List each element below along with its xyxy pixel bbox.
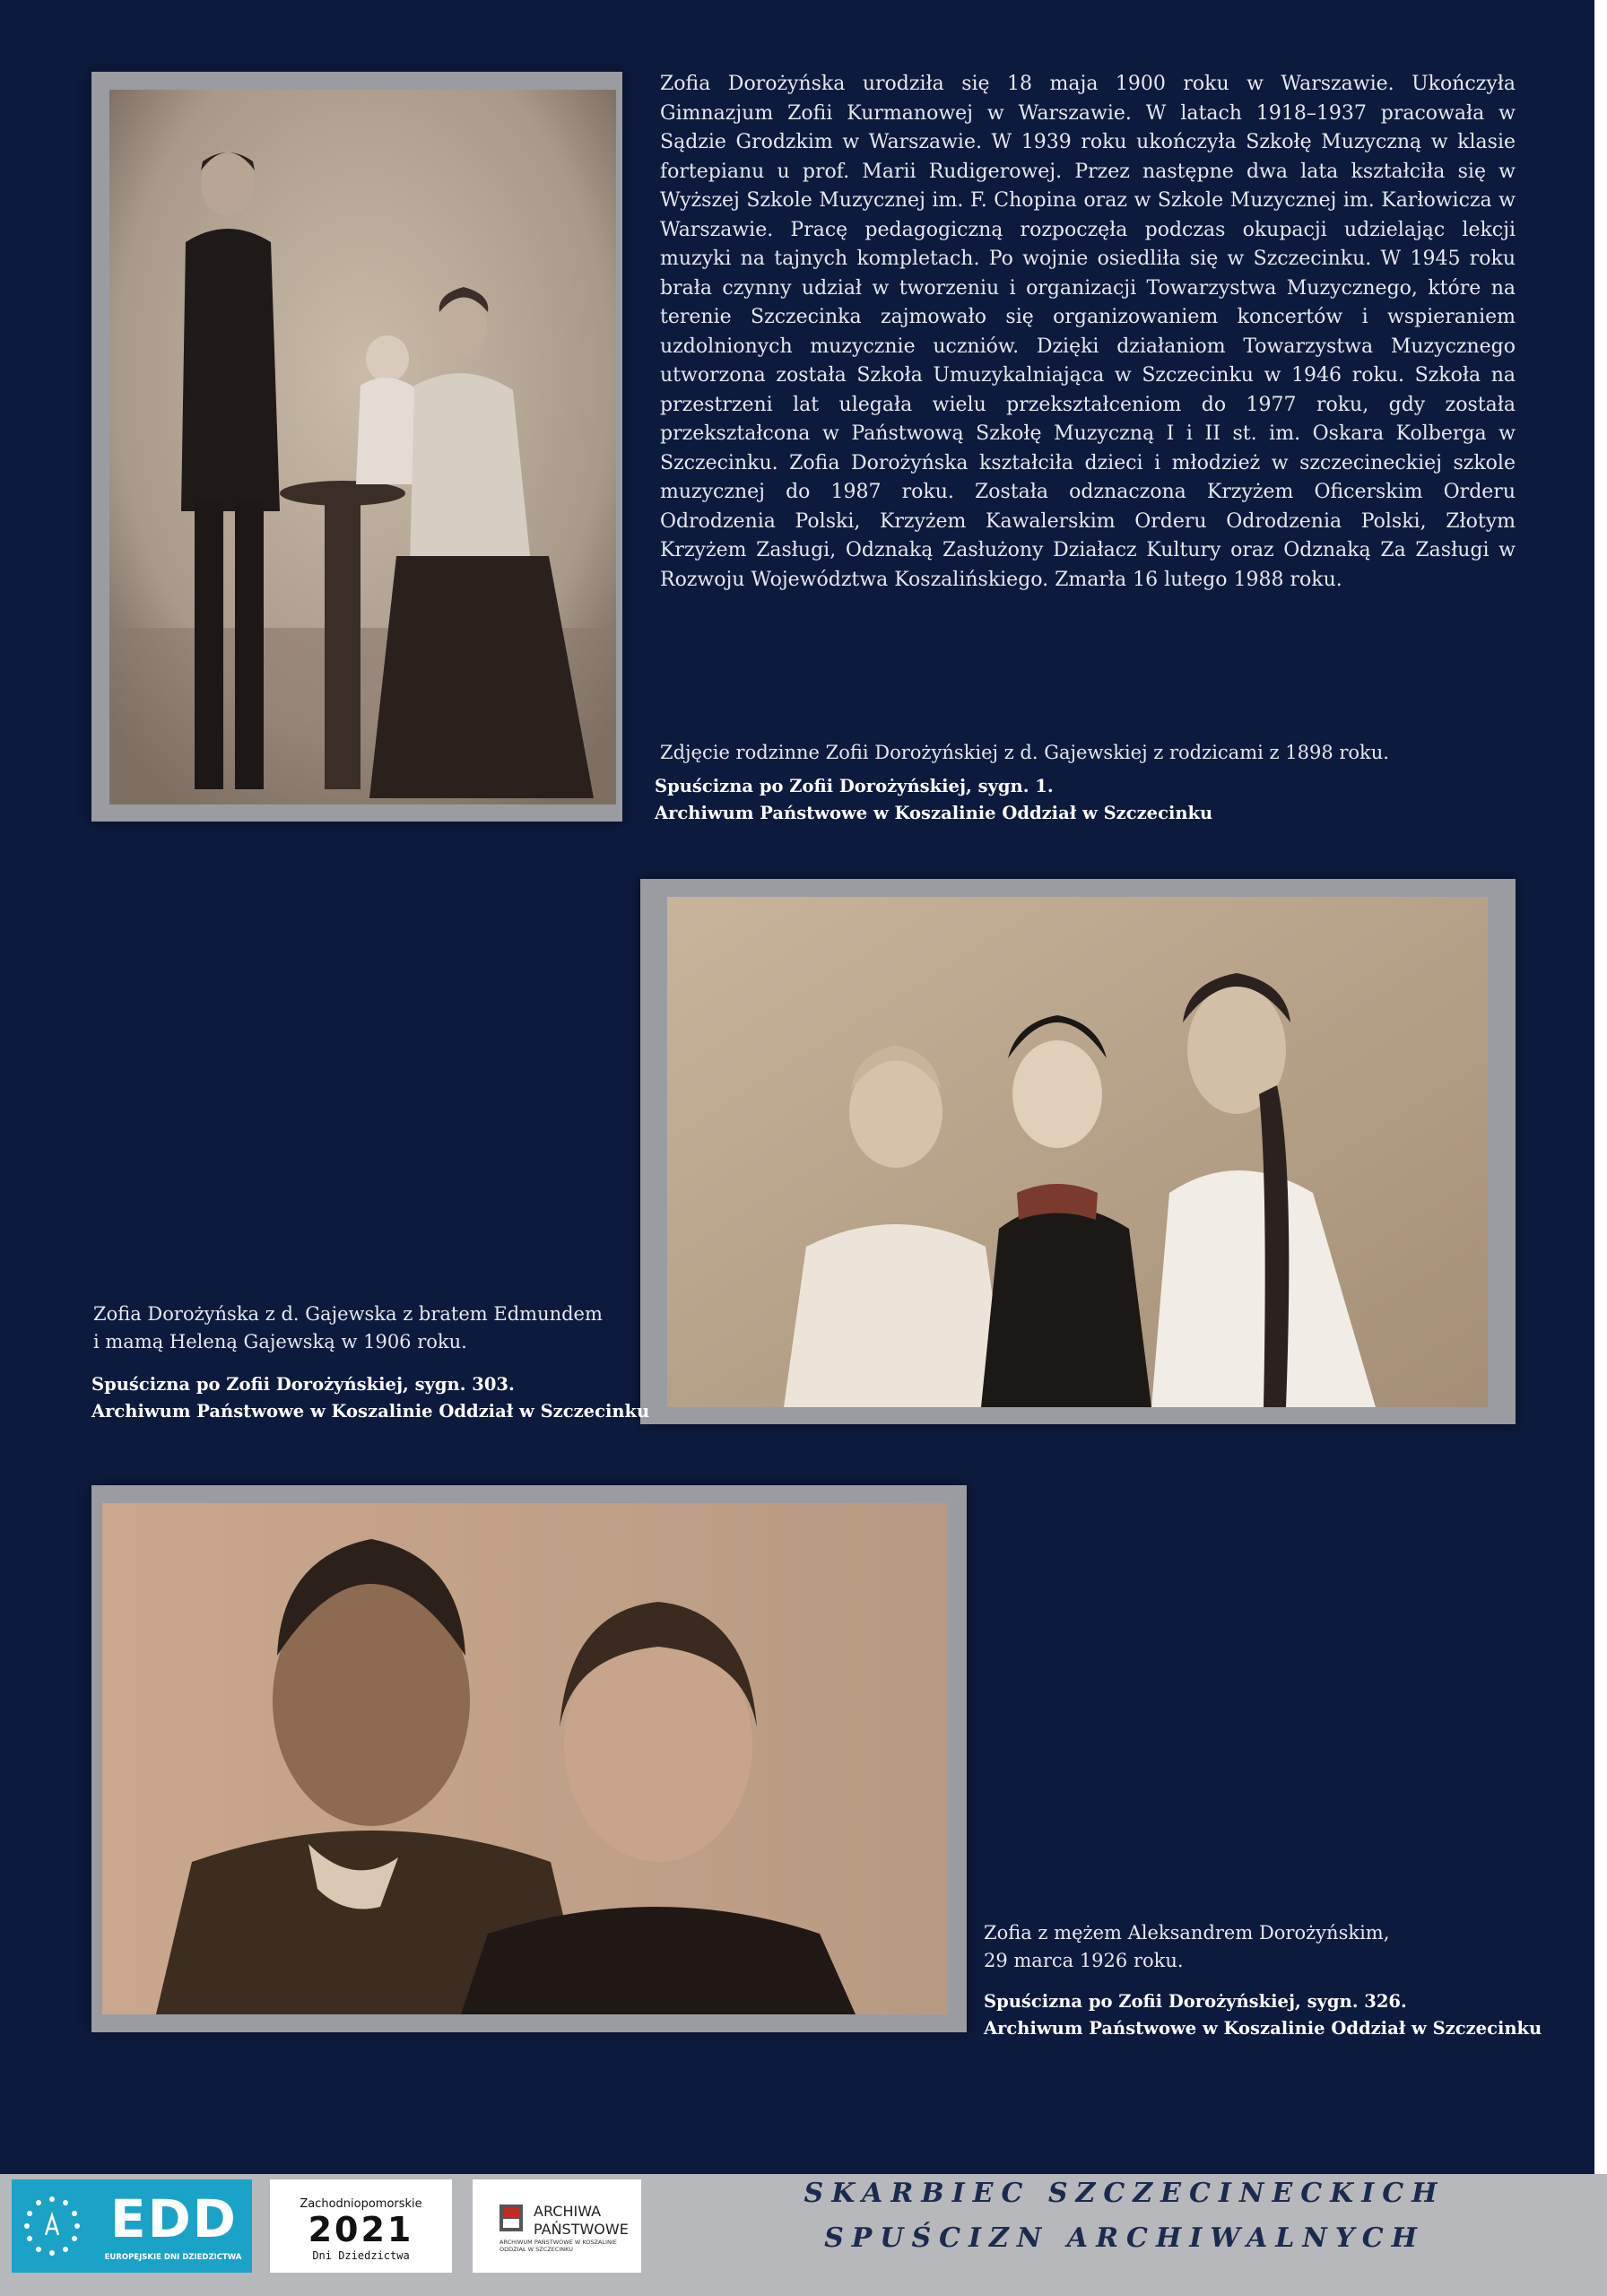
photo1-caption-text: Zdjęcie rodzinne Zofii Dorożyńskiej z d. Gajewskiej z rodzicami z 1898 roku. xyxy=(660,742,1389,763)
photo2-caption-line1: Zofia Dorożyńska z d. Gajewska z bratem Edmundem xyxy=(93,1303,603,1325)
photo2-source xyxy=(91,1371,649,1425)
photo3-caption-line1: Zofia z mężem Aleksandrem Dorożyńskim, xyxy=(984,1922,1390,1944)
photo2-source-line1: Spuścizna po Zofii Dorożyńskiej, sygn. 303. xyxy=(91,1374,515,1395)
zdd-logo-bottom: Dni Dziedzictwa xyxy=(312,2249,410,2262)
photo3-source-line1: Spuścizna po Zofii Dorożyńskiej, sygn. 326. xyxy=(984,1991,1407,2012)
photo-family-1898 xyxy=(109,90,616,804)
archiwa-logo-line1: ARCHIWA xyxy=(534,2203,602,2220)
archiwa-logo-line2: PAŃSTWOWE xyxy=(534,2221,629,2238)
eu-stars-icon xyxy=(12,2179,92,2273)
photo-couple-1926 xyxy=(102,1503,948,2014)
archiwa-panstwowe-logo xyxy=(473,2179,641,2273)
biography-text: Zofia Dorożyńska urodziła się 18 maja 1900 roku w Warszawie. Ukończyła Gimnazjum Zofii Kurmanowej w Warszawie. W latach 1918–1937 pracowała w Sądzie Grodzkim w Warszawie. W 1939 roku ukończyła Szkołę Muzyczną w klasie fortepianu u prof. Marii Rudigerowej. Przez następne dwa lata kształciła się w Wyższej Szkole Muzycznej im. F. Chopina oraz w Szkole Muzycznej im. Karłowicza w Warszawie. Pracę pedagogiczną rozpoczęła podczas okupacji udzielając lekcji muzyki na tajnych kompletach. Po wojnie osiedliła się w Szczecinku. W 1945 roku brała czynny udział w tworzeniu i organizacji Towarzystwa Muzycznego, które na terenie Szczecinka zajmowało się organizowaniem koncertów i wspieraniem uzdolnionych muzycznie uczniów. Dzięki działaniom Towarzystwa Muzycznego utworzona została Szkoła Umuzykalniająca w Szczecinku w 1946 roku. Szkoła na przestrzeni lat ulegała wielu przekształceniom do 1977 roku, gdy została przekształcona w Państwową Szkołę Muzyczną I i II st. im. Oskara Kolberga w Szczecinku. Zofia Dorożyńska kształciła dzieci i młodzież w szczecineckiej szkole muzycznej do 1987 roku. Została odznaczona Krzyżem Oficerskim Orderu Odrodzenia Polski, Krzyżem Kawalerskim Orderu Odrodzenia Polski, Złotym Krzyżem Zasługi, Odznaką Zasłużony Działacz Kultury oraz Odznaką Za Zasługi w Rozwoju Województwa Koszalińskiego. Zmarła 16 lutego 1988 roku. xyxy=(660,73,1516,591)
right-border-strip xyxy=(1594,0,1607,2174)
edd-logo xyxy=(12,2179,252,2273)
footer-title-line1: SKARBIEC SZCZECINECKICH xyxy=(804,2178,1446,2209)
edd-logo-word: EDD xyxy=(110,2188,238,2249)
photo1-source xyxy=(655,773,1212,827)
photo1-source-line2: Archiwum Państwowe w Koszalinie Oddział w Szczecinku xyxy=(655,803,1213,823)
photo2-source-line2: Archiwum Państwowe w Koszalinie Oddział w Szczecinku xyxy=(91,1401,650,1422)
photo3-source-line2: Archiwum Państwowe w Koszalinie Oddział w Szczecinku xyxy=(984,2018,1542,2039)
photo2-caption xyxy=(93,1300,603,1356)
photo3-source xyxy=(984,1988,1542,2042)
zachodniopomorskie-dni-dziedzictwa-logo xyxy=(270,2179,452,2273)
zdd-logo-top: Zachodniopomorskie xyxy=(300,2197,422,2211)
photo3-caption-line2: 29 marca 1926 roku. xyxy=(984,1950,1184,1971)
zdd-logo-year: 2021 xyxy=(308,2210,414,2249)
archiwa-logo-small: ARCHIWUM PAŃSTWOWE W KOSZALINIE ODDZIAŁ W SZCZECINKU xyxy=(499,2239,617,2253)
photo1-source-line1: Spuścizna po Zofii Dorożyńskiej, sygn. 1. xyxy=(655,776,1054,796)
footer-title-line2: SPUŚCIZN ARCHIWALNYCH xyxy=(824,2222,1425,2254)
photo-children-1906 xyxy=(667,897,1488,1407)
photo1-caption xyxy=(660,739,1389,767)
edd-logo-subtitle: EUROPEJSKIE DNI DZIEDZICTWA xyxy=(104,2253,242,2262)
photo3-caption xyxy=(984,1919,1389,1975)
archiwa-emblem-icon xyxy=(499,2205,523,2231)
photo2-caption-line2: i mamą Heleną Gajewską w 1906 roku. xyxy=(93,1331,467,1352)
